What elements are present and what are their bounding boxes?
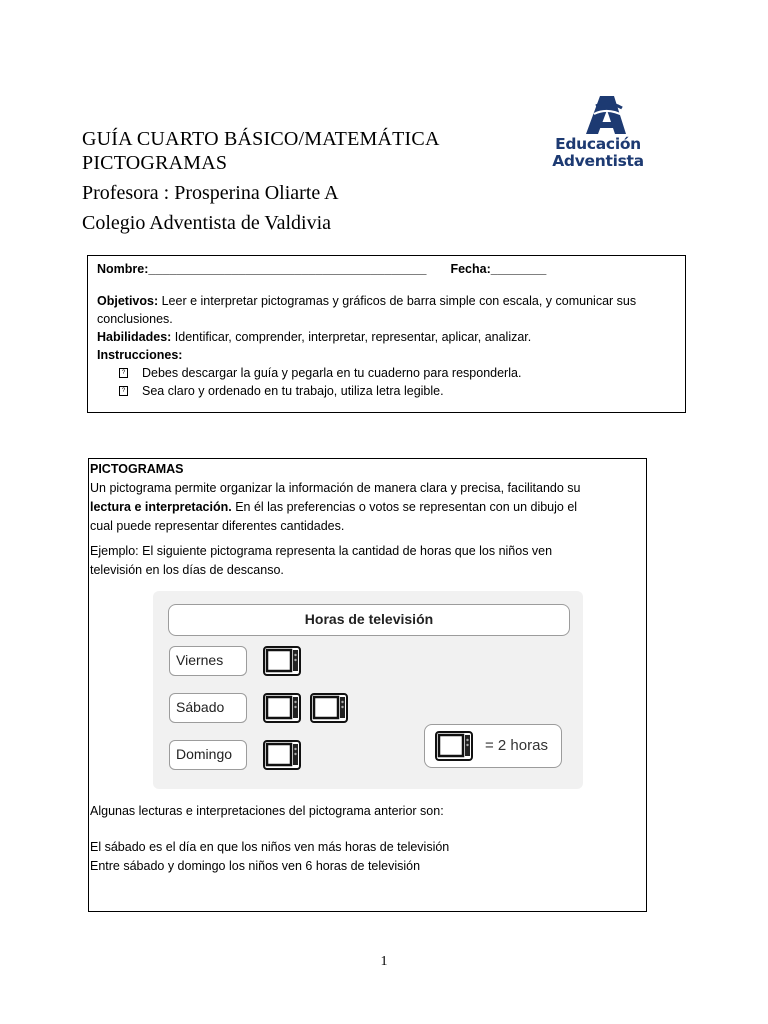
tv-icon [263,740,301,770]
day-label: Sábado [169,693,247,723]
objectives-text-cont: conclusiones. [97,312,173,326]
logo-emblem-icon [536,92,660,136]
pictogram [153,591,583,789]
example-paragraph [90,542,646,580]
definition-line1: Un pictograma permite organizar la información de manera clara y precisa, facilitando su [90,481,581,495]
section-heading: PICTOGRAMAS [90,462,184,476]
skills [97,328,685,346]
skills-label: Habilidades: [97,330,172,344]
day-label: Domingo [169,740,247,770]
pictogram-title: Horas de televisión [168,604,570,636]
instruction-text: Debes descargar la guía y pegarla en tu cuaderno para responderla. [142,366,522,380]
page-number: 1 [380,954,388,969]
readings-intro: Algunas lecturas e interpretaciones del pictograma anterior son: [90,804,444,818]
tv-icon [263,646,301,676]
instruction-item [119,364,685,382]
example-line2: televisión en los días de descanso. [90,563,284,577]
tv-icon [435,731,473,761]
tv-icon [310,693,348,723]
logo-text [536,136,660,170]
teacher-name: Profesora : Prosperina Oliarte A [82,182,339,204]
objectives [97,292,685,310]
definition-paragraph [90,479,646,536]
bullet-icon: ? [119,368,128,378]
logo-line1: Educación [555,135,641,153]
pictogram-legend [424,724,562,768]
definition-line2: En él las preferencias o votos se representan con un dibujo el [231,500,578,514]
instructions-label: Instrucciones: [97,348,183,362]
definition-line3: cual puede representar diferentes cantidades. [90,519,345,533]
legend-text: = 2 horas [485,737,548,754]
name-field[interactable]: Nombre:________________________________________ [97,262,427,276]
example-line1: Ejemplo: El siguiente pictograma representa la cantidad de horas que los niños ven [90,544,553,558]
logo-line2: Adventista [552,152,644,170]
title-block [82,127,522,235]
reading-1: El sábado es el día en que los niños ven más horas de televisión [90,840,450,854]
instruction-text: Sea claro y ordenado en tu trabajo, utiliza letra legible. [142,384,444,398]
bullet-icon: ? [119,386,128,396]
definition-bold: lectura e interpretación. [90,500,232,514]
reading-2: Entre sábado y domingo los niños ven 6 horas de televisión [90,859,421,873]
objectives-text: Leer e interpretar pictogramas y gráficos de barra simple con escala, y comunicar sus [158,294,637,308]
educacion-adventista-logo [536,92,660,172]
guide-subtitle: PICTOGRAMAS [82,152,228,174]
school-name: Colegio Adventista de Valdivia [82,212,332,234]
info-box [87,255,686,413]
tv-icon [263,693,301,723]
date-field[interactable]: Fecha:________ [450,262,547,276]
instruction-item [119,382,685,400]
guide-title: GUÍA CUARTO BÁSICO/MATEMÁTICA [82,128,440,150]
day-label: Viernes [169,646,247,676]
objectives-label: Objetivos: [97,294,159,308]
skills-text: Identificar, comprender, interpretar, representar, aplicar, analizar. [171,330,532,344]
